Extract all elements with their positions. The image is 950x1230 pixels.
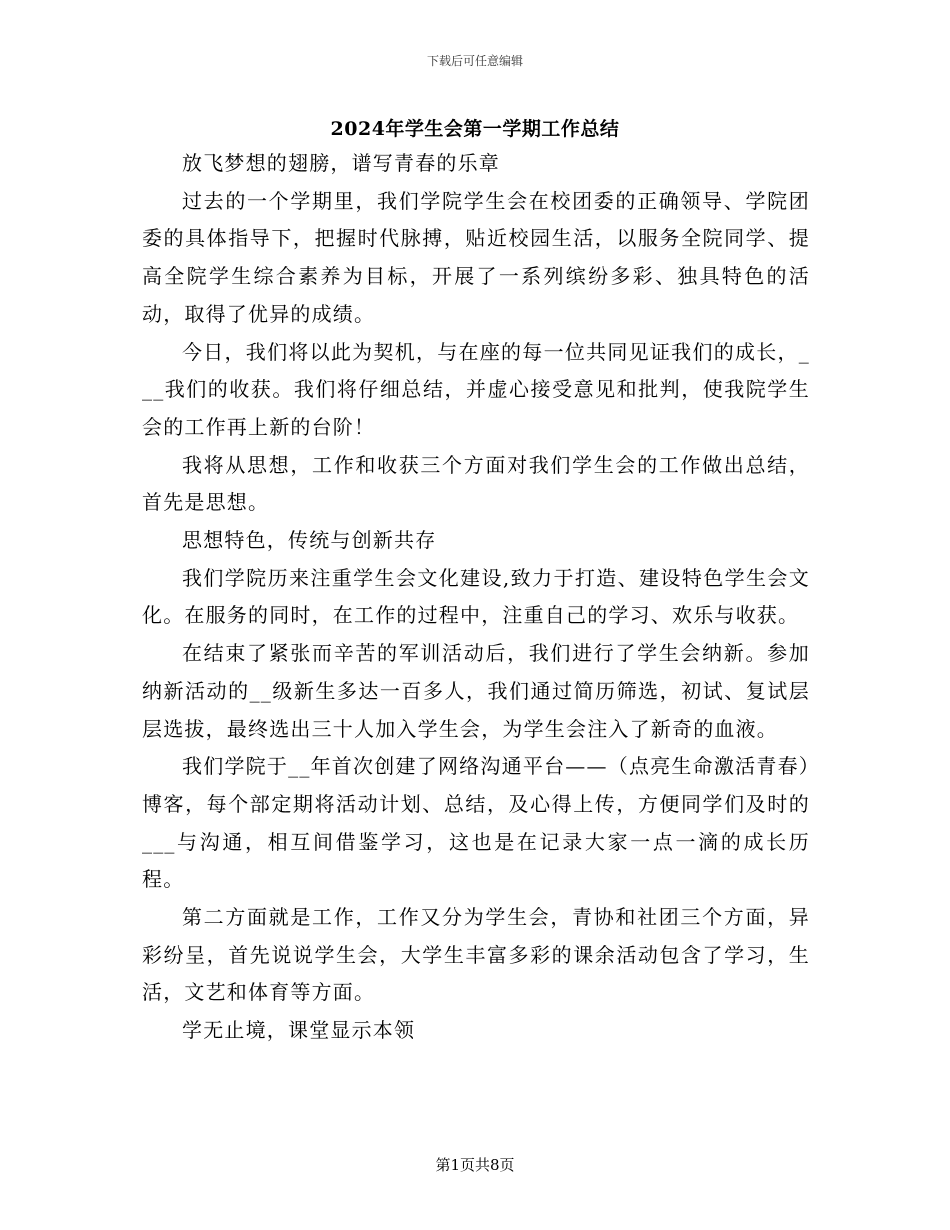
paragraph: 今日，我们将以此为契机，与在座的每一位共同见证我们的成长，___我们的收获。我们将仔细总结，并虚心接受意见和批判，使我院学生会的工作再上新的台阶！ <box>142 339 810 439</box>
paragraph: 思想特色，传统与创新共存 <box>182 528 437 553</box>
paragraph: 第二方面就是工作，工作又分为学生会，青协和社团三个方面，异彩纷呈，首先说说学生会，大学生丰富多彩的课余活动包含了学习，生活，文艺和体育等方面。 <box>142 905 810 1005</box>
page-number-footer: 第1页共8页 <box>435 1156 515 1174</box>
paragraph: 我们学院于__年首次创建了网络沟通平台——（点亮生命激活青春）博客，每个部定期将活动计划、总结，及心得上传，方便同学们及时的___与沟通，相互间借鉴学习，这也是在记录大家一点一滴的成长历程。 <box>142 754 810 892</box>
paragraph: 放飞梦想的翅膀，谱写青春的乐章 <box>182 151 500 175</box>
paragraph: 我将从思想，工作和收获三个方面对我们学生会的工作做出总结，首先是思想。 <box>142 452 810 515</box>
document-body <box>142 145 810 1050</box>
paragraph: 过去的一个学期里，我们学院学生会在校团委的正确领导、学院团委的具体指导下，把握时代脉搏，贴近校园生活，以服务全院同学、提高全院学生综合素养为目标，开展了一系列缤纷多彩、独具特色的活动，取得了优异的成绩。 <box>142 188 810 326</box>
page-header-note: 下载后可任意编辑 <box>426 54 523 68</box>
paragraph: 我们学院历来注重学生会文化建设,致力于打造、建设特色学生会文化。在服务的同时，在工作的过程中，注重自己的学习、欢乐与收获。 <box>142 565 810 628</box>
paragraph: 在结束了紧张而辛苦的军训活动后，我们进行了学生会纳新。参加纳新活动的__级新生多达一百多人，我们通过简历筛选，初试、复试层层选拔，最终选出三十人加入学生会，为学生会注入了新奇的血液。 <box>142 641 810 741</box>
paragraph: 学无止境，课堂显示本领 <box>182 1018 416 1043</box>
document-title: 2024年学生会第一学期工作总结 <box>330 118 620 140</box>
